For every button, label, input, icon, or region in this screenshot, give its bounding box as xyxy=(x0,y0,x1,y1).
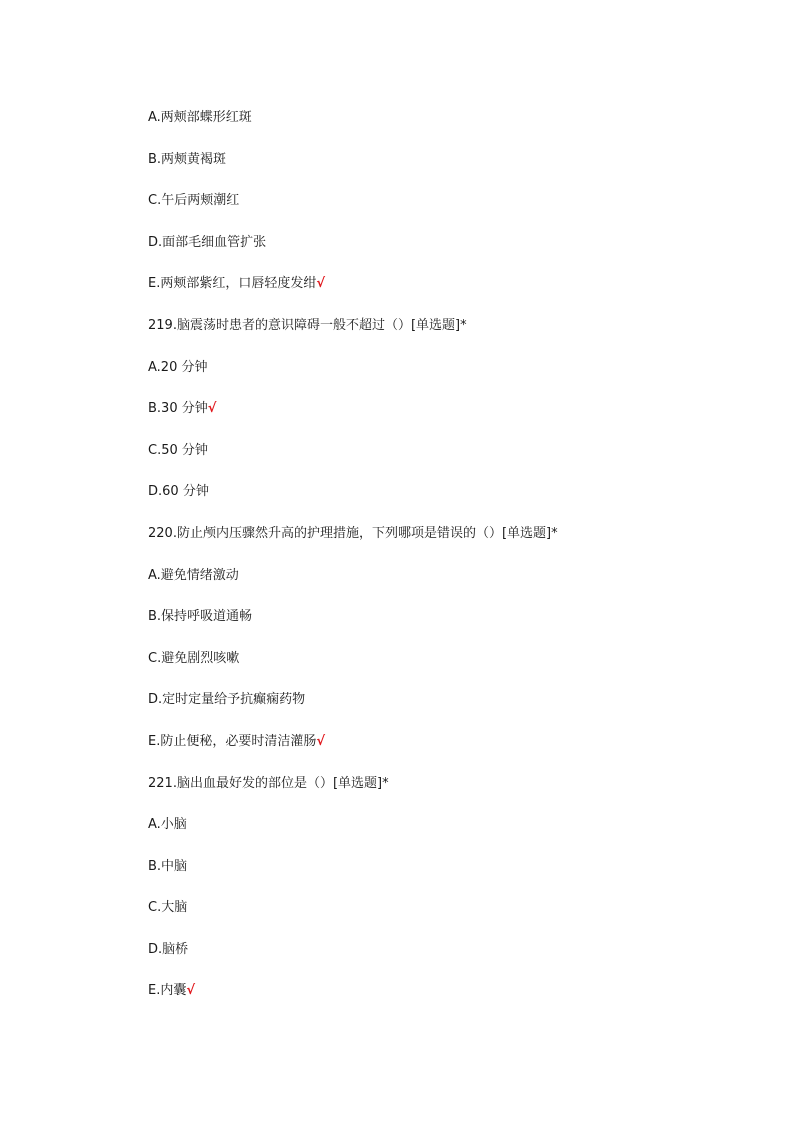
option-line xyxy=(148,690,748,732)
option-line xyxy=(148,150,748,192)
line-text: B.中脑 xyxy=(148,858,188,874)
line-text: A.避免情绪激动 xyxy=(148,567,239,583)
option-line xyxy=(148,108,748,150)
option-line xyxy=(148,233,748,275)
line-text: A.两颊部蝶形红斑 xyxy=(148,110,252,125)
line-text: B.保持呼吸道通畅 xyxy=(148,609,253,625)
line-text: C.午后两颊潮红 xyxy=(148,193,240,209)
line-text: E.内囊 xyxy=(148,983,187,999)
line-text: E.防止便秘，必要时清洁灌肠 xyxy=(148,733,317,749)
line-text: E.两颊部紫红，口唇轻度发绀 xyxy=(148,276,317,292)
line-text: 221.脑出血最好发的部位是（）[单选题]* xyxy=(148,775,389,791)
correct-mark: √ xyxy=(186,983,196,999)
question-line xyxy=(148,316,748,358)
document-page xyxy=(148,108,748,1023)
correct-mark: √ xyxy=(316,276,326,292)
line-text: B.30 分钟 xyxy=(148,401,208,417)
option-line xyxy=(148,607,748,649)
line-text: B.两颊黄褐斑 xyxy=(148,151,227,167)
option-line xyxy=(148,191,748,233)
option-line xyxy=(148,274,748,316)
line-text: 220.防止颅内压骤然升高的护理措施，下列哪项是错误的（）[单选题]* xyxy=(148,525,558,541)
question-line xyxy=(148,524,748,566)
line-text: A.小脑 xyxy=(148,817,187,833)
option-line xyxy=(148,482,748,524)
option-line xyxy=(148,898,748,940)
correct-mark: √ xyxy=(316,733,326,749)
option-line xyxy=(148,940,748,982)
line-text: D.60 分钟 xyxy=(148,484,209,500)
option-line xyxy=(148,441,748,483)
option-line xyxy=(148,981,748,1023)
line-text: A.20 分钟 xyxy=(148,359,208,375)
line-text: C.避免剧烈咳嗽 xyxy=(148,650,240,666)
option-line xyxy=(148,732,748,774)
option-line xyxy=(148,649,748,691)
option-line xyxy=(148,815,748,857)
line-text: C.50 分钟 xyxy=(148,442,208,458)
line-text: D.脑桥 xyxy=(148,941,189,957)
question-line xyxy=(148,774,748,816)
line-text: 219.脑震荡时患者的意识障碍一般不超过（）[单选题]* xyxy=(148,317,467,333)
option-line xyxy=(148,857,748,899)
option-line xyxy=(148,566,748,608)
line-text: C.大脑 xyxy=(148,900,188,916)
correct-mark: √ xyxy=(207,401,217,417)
line-text: D.面部毛细血管扩张 xyxy=(148,234,267,250)
line-text: D.定时定量给予抗癫痫药物 xyxy=(148,692,306,708)
option-line xyxy=(148,399,748,441)
option-line xyxy=(148,358,748,400)
